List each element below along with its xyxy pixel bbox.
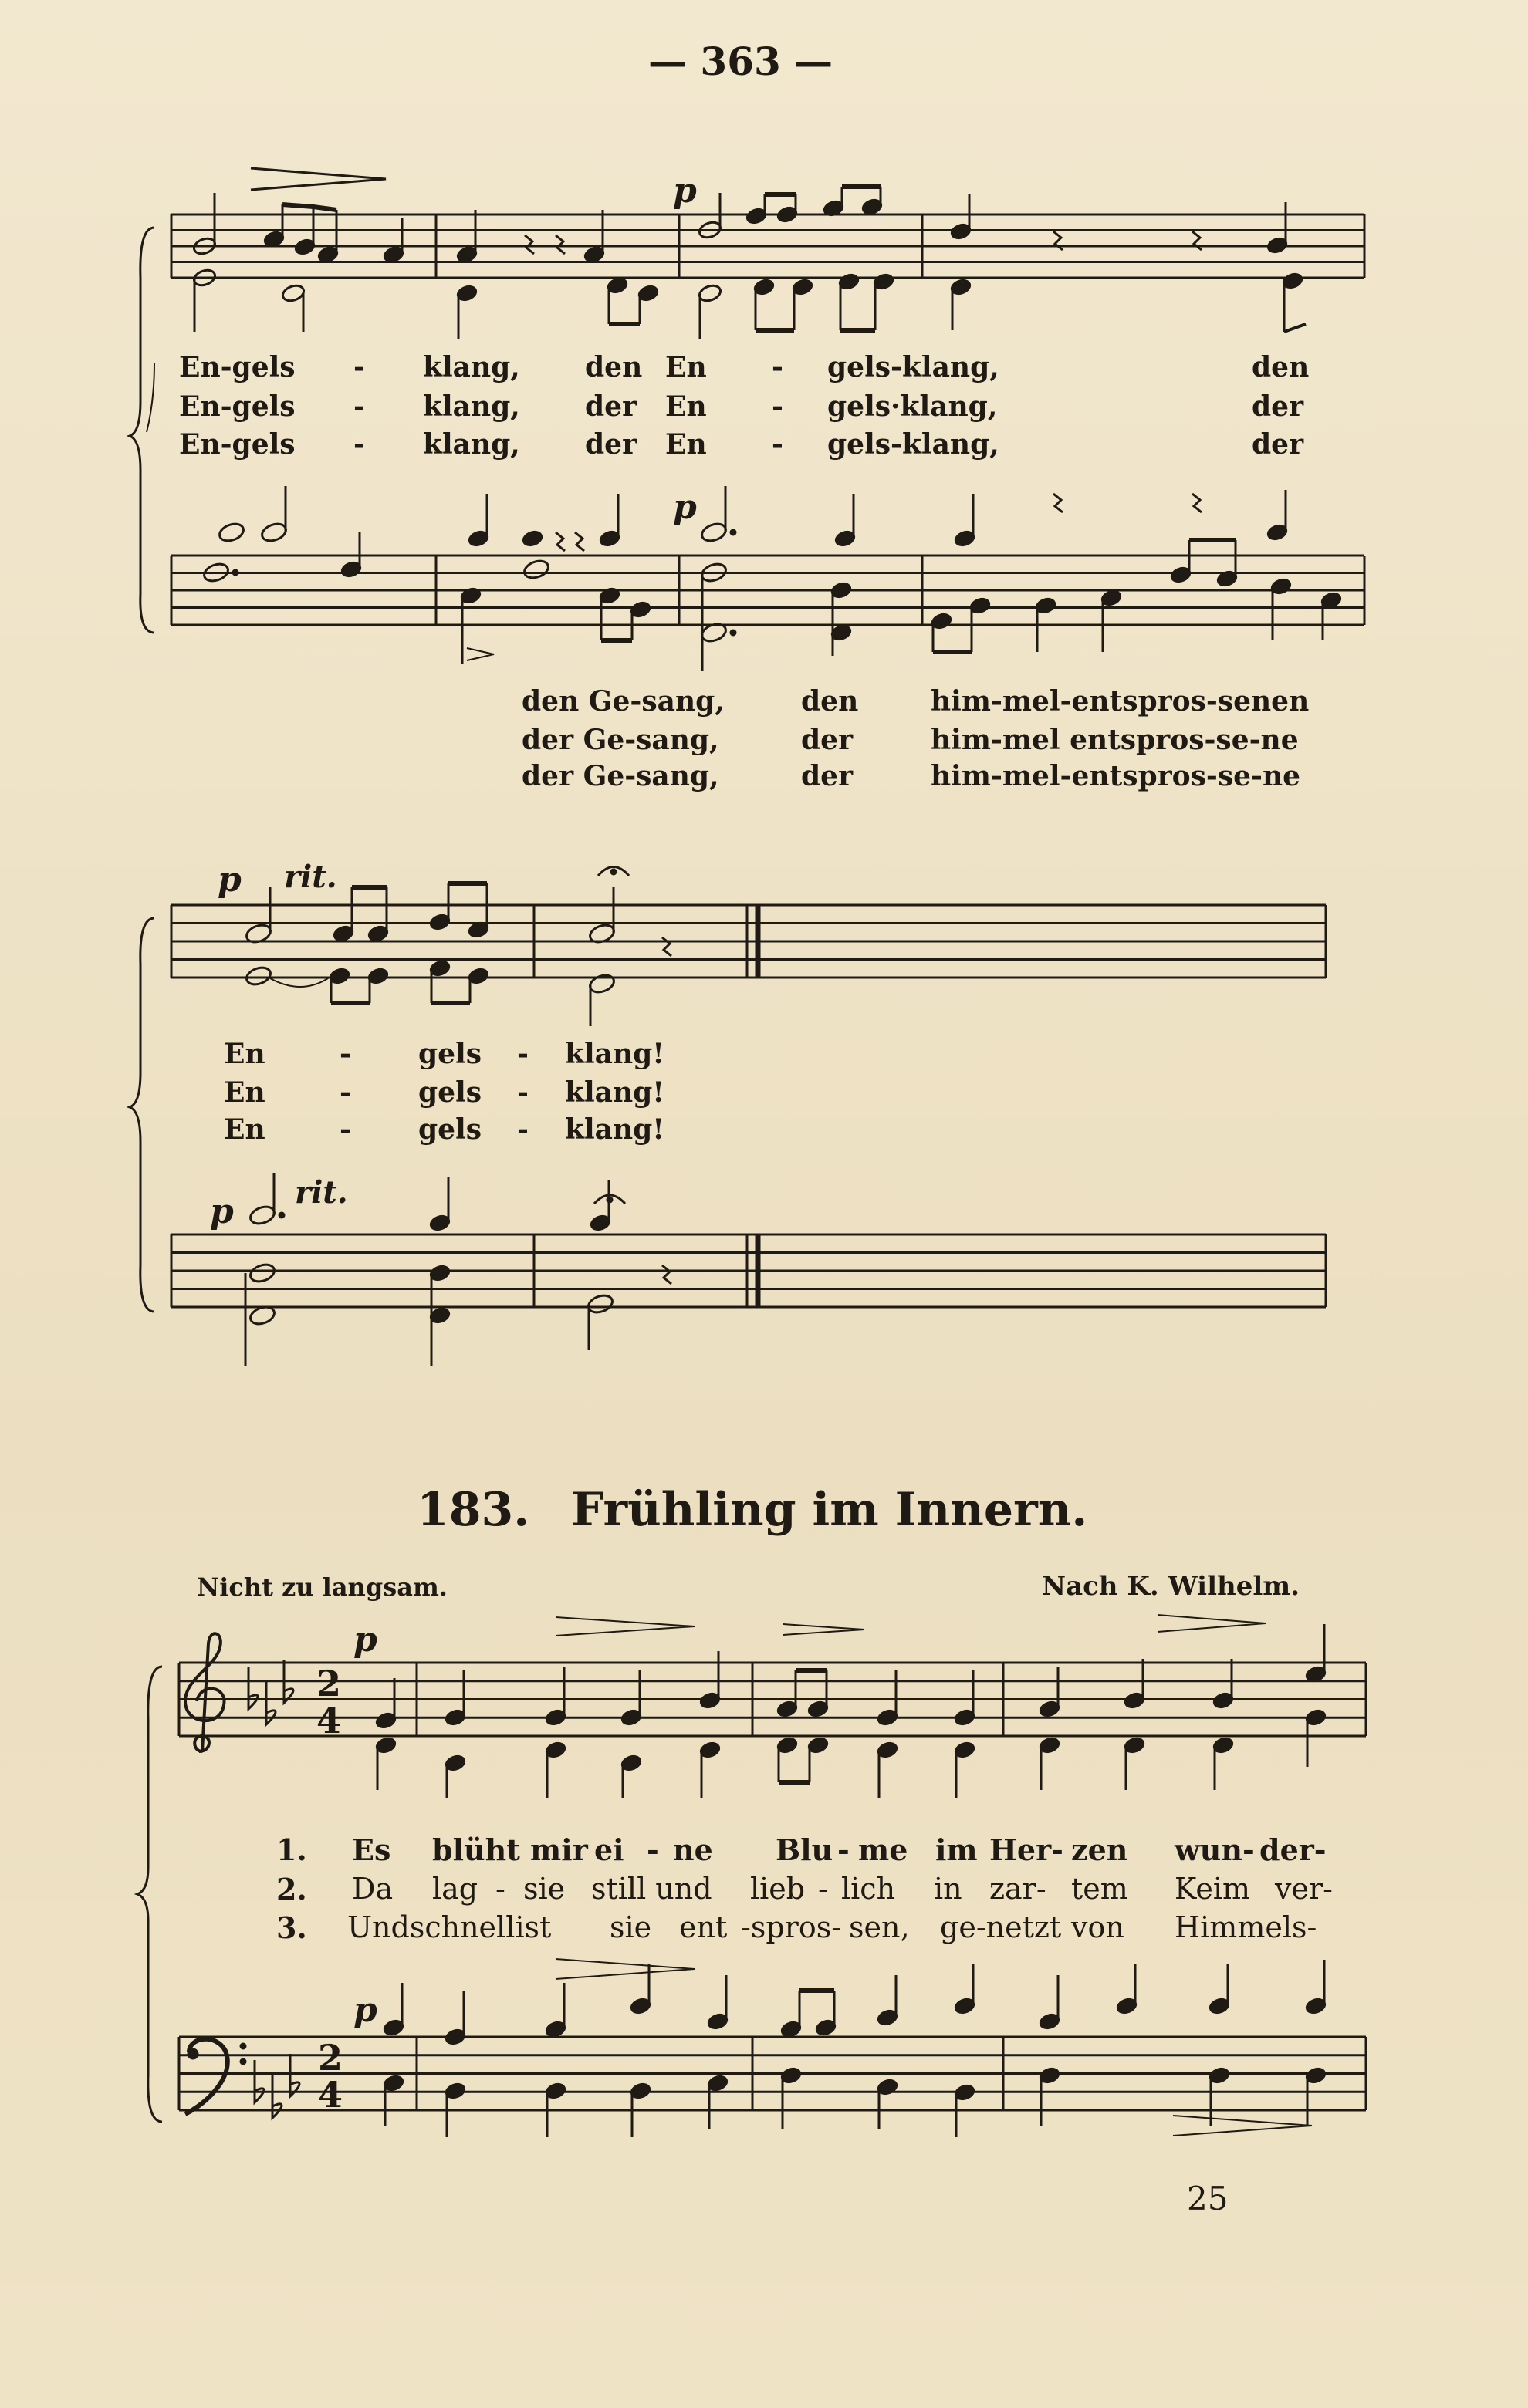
svg-text:4: 4 xyxy=(318,2074,343,2116)
dynamic-marking: p xyxy=(673,171,697,211)
dynamic-marking: p xyxy=(673,488,697,527)
attribution: Nach K. Wilhelm. xyxy=(1042,1571,1300,1602)
notes-s1-upper xyxy=(192,168,1306,339)
time-signature xyxy=(316,1663,343,2116)
song-title: Frühling im Innern. xyxy=(571,1483,1088,1537)
notes-s1-lower xyxy=(202,486,1342,671)
page-number: — 363 — xyxy=(648,39,833,84)
dynamic-marking: p xyxy=(218,860,242,900)
svg-text:4: 4 xyxy=(316,1700,342,1741)
staff-s2-lower xyxy=(171,1234,1326,1307)
song-number: 183. xyxy=(417,1483,530,1537)
signature-mark: 25 xyxy=(1187,2180,1229,2217)
treble-clef-icon xyxy=(185,1633,224,1751)
svg-text:2: 2 xyxy=(316,1663,342,1704)
staff-s1-upper xyxy=(171,214,1364,278)
tempo-marking: rit. xyxy=(284,859,337,895)
dynamic-marking: p xyxy=(353,1991,377,2030)
tempo-marking: rit. xyxy=(295,1174,348,1211)
notes-song-upper xyxy=(375,1615,1327,1798)
staff-song-upper xyxy=(179,1663,1366,1736)
dynamic-marking: p xyxy=(353,1620,377,1660)
bass-clef-icon xyxy=(185,2039,246,2114)
staff-song-lower xyxy=(179,2037,1366,2110)
tempo-indication: Nicht zu langsam. xyxy=(197,1572,448,1602)
dynamic-marking: p xyxy=(210,1192,234,1231)
svg-text:2: 2 xyxy=(318,2037,343,2079)
staff-s2-upper xyxy=(171,905,1326,978)
